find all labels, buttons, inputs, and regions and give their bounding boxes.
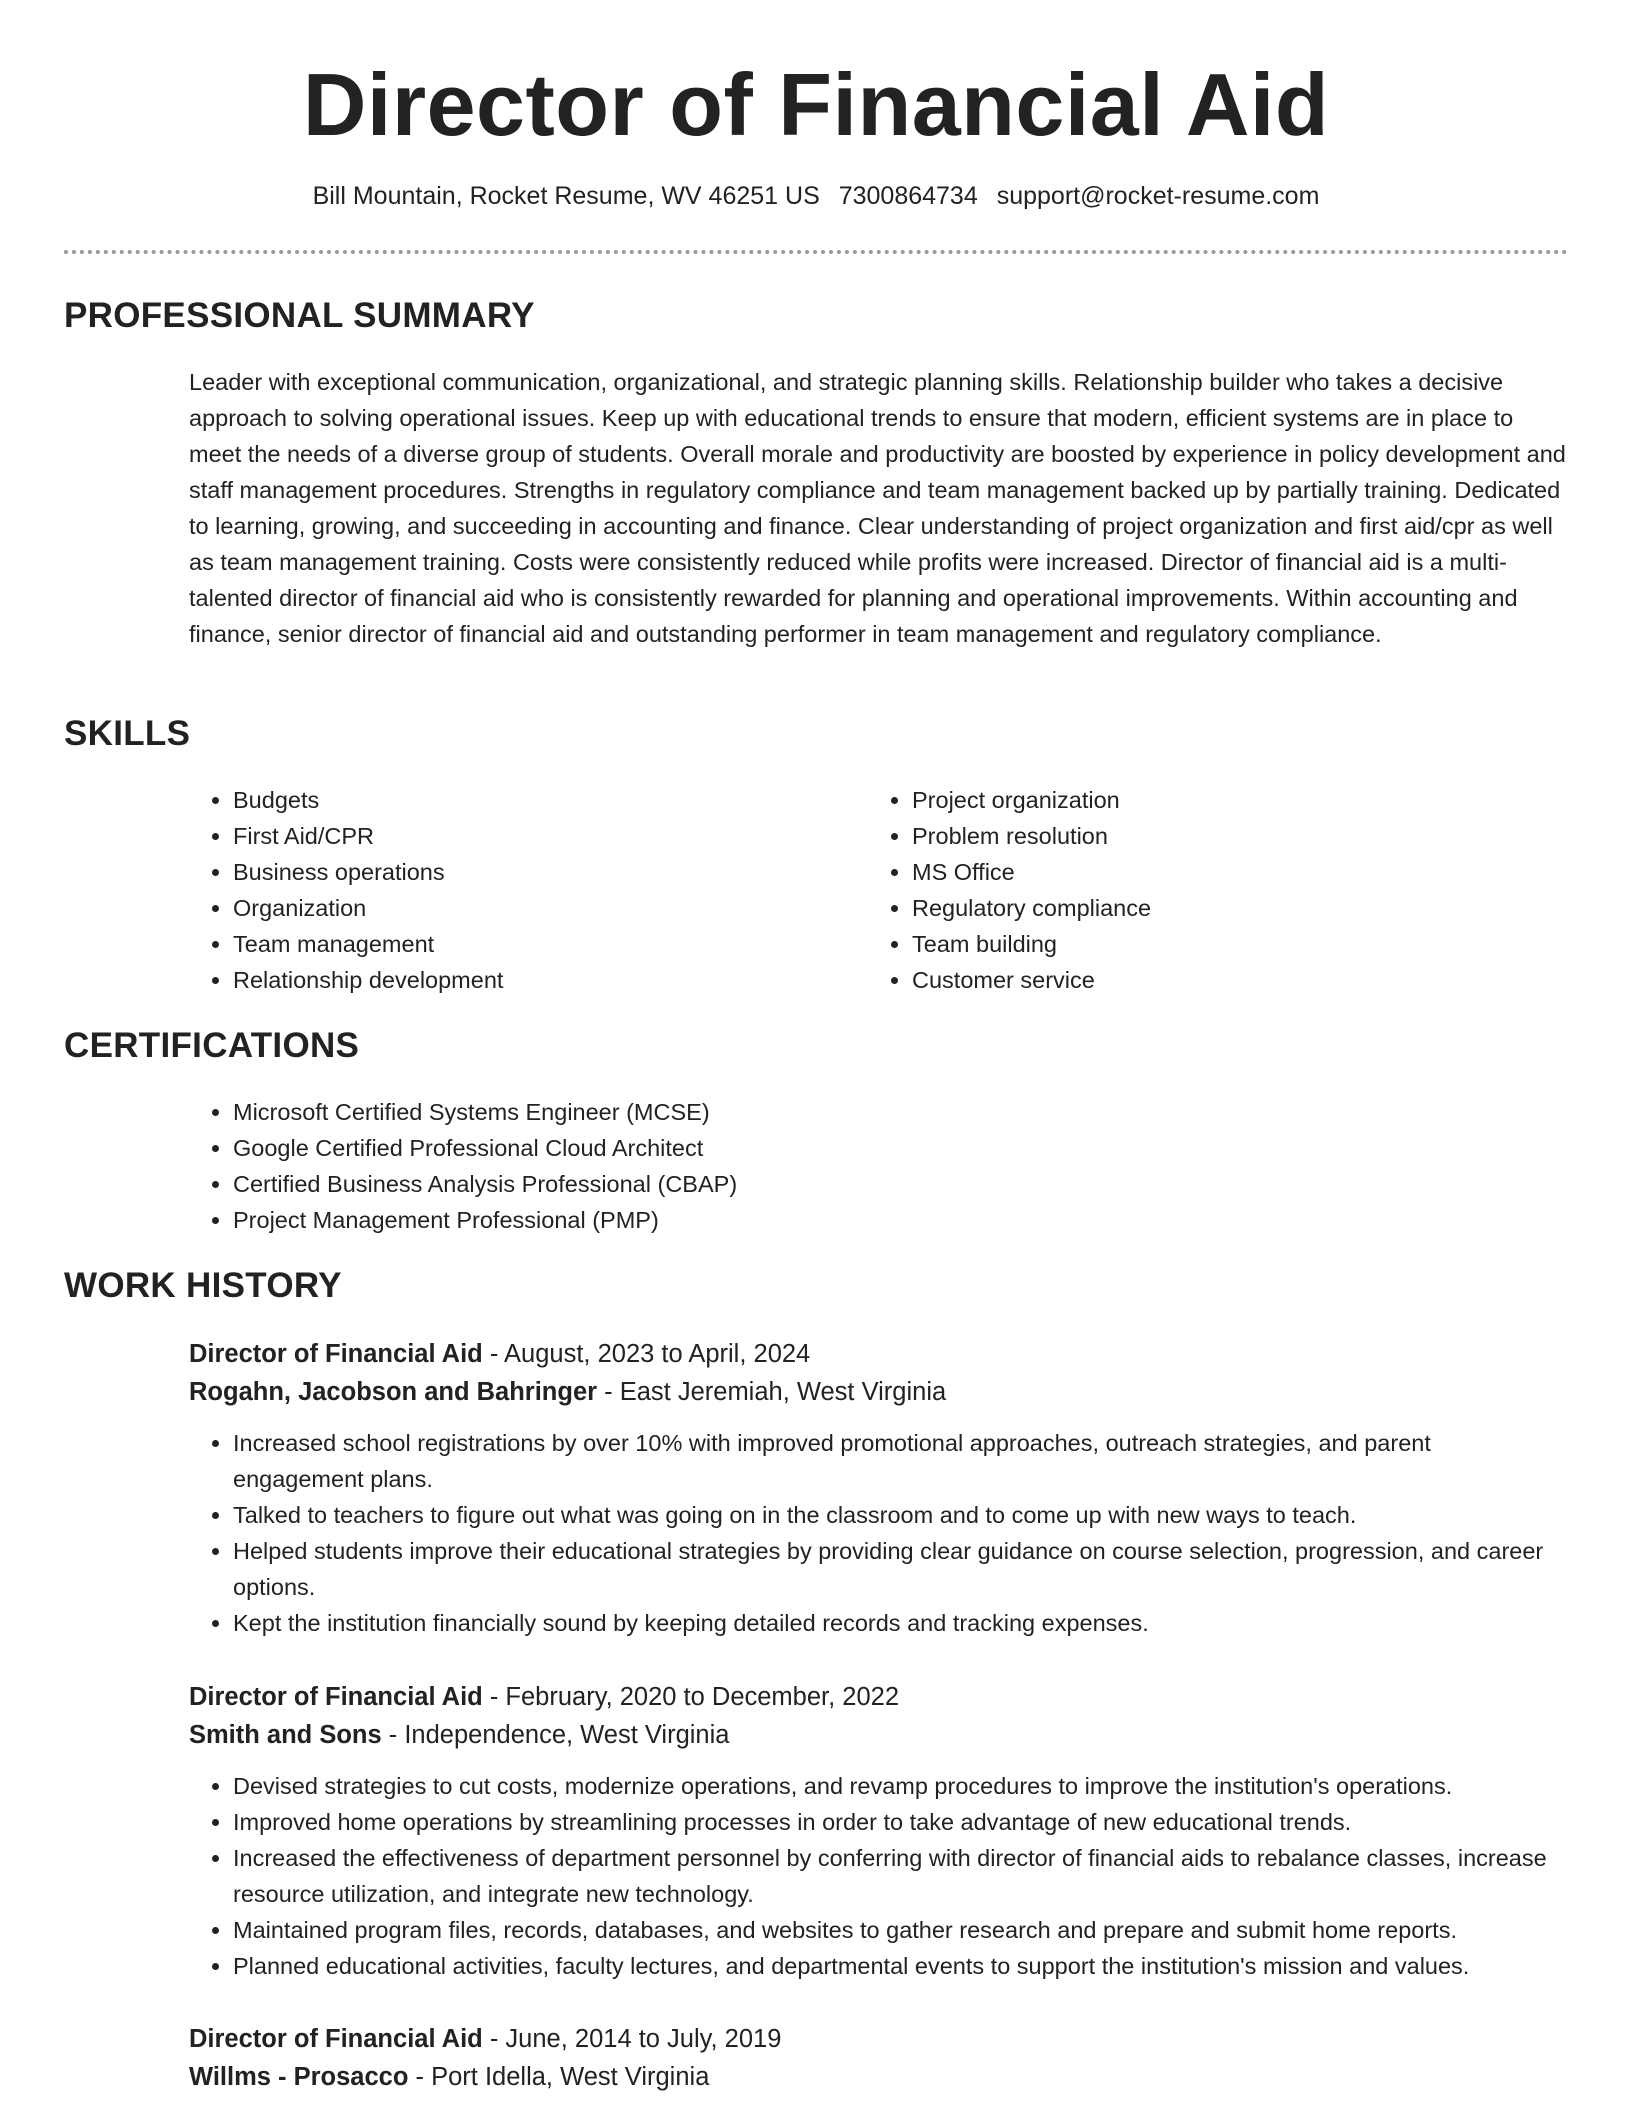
job-entry — [189, 1678, 1568, 1984]
list-item: • Devised strategies to cut costs, modernize operations, and revamp procedures to improve the institution's operations. — [233, 1768, 1568, 1804]
list-item: • Maintained program files, records, databases, and websites to gather research and prepare and submit home reports. — [233, 1912, 1568, 1948]
list-item: • Google Certified Professional Cloud Architect — [233, 1130, 737, 1166]
job-location: - Independence, West Virginia — [381, 1721, 730, 1749]
list-item: • First Aid/CPR — [233, 818, 503, 854]
list-item: • Problem resolution — [912, 818, 1151, 854]
job-bullets — [189, 1768, 1568, 1984]
job-entry — [189, 1335, 1568, 1641]
list-item: • Project organization — [912, 782, 1151, 818]
list-item: • Increased school registrations by over 10% with improved promotional approaches, outreach strategies, and parent engagement plans. — [233, 1425, 1568, 1497]
certifications-list — [189, 1094, 737, 1238]
header-divider — [64, 250, 1568, 254]
list-item: • Project Management Professional (PMP) — [233, 1202, 737, 1238]
summary-heading: PROFESSIONAL SUMMARY — [64, 296, 535, 335]
list-item: • Team management — [233, 926, 503, 962]
job-role: Director of Financial Aid — [189, 1683, 483, 1711]
list-item: • Microsoft Certified Systems Engineer (MCSE) — [233, 1094, 737, 1130]
list-item: • Business operations — [233, 854, 503, 890]
list-item: • Relationship development — [233, 962, 503, 998]
certifications-heading: CERTIFICATIONS — [64, 1026, 360, 1065]
job-bullets — [189, 1425, 1568, 1641]
job-company: Willms - Prosacco — [189, 2063, 409, 2091]
job-location: - Port Idella, West Virginia — [408, 2063, 710, 2091]
resume-title: Director of Financial Aid — [302, 55, 1330, 154]
skills-list-right — [868, 782, 1151, 998]
job-company: Smith and Sons — [189, 1721, 382, 1749]
job-entry — [189, 2020, 1568, 2096]
list-item: • Customer service — [912, 962, 1151, 998]
contact-line — [0, 182, 1632, 211]
list-item: • Regulatory compliance — [912, 890, 1151, 926]
list-item: • MS Office — [912, 854, 1151, 890]
work-history-heading: WORK HISTORY — [64, 1266, 342, 1305]
job-company: Rogahn, Jacobson and Bahringer — [189, 1378, 598, 1406]
list-item: • Increased the effectiveness of department personnel by conferring with director of financial aids to rebalance classes, increase resource utilization, and integrate new technology. — [233, 1840, 1568, 1912]
contact-email[interactable]: support@rocket-resume.com — [996, 182, 1320, 210]
list-item: • Talked to teachers to figure out what was going on in the classroom and to come up with new ways to teach. — [233, 1497, 1568, 1533]
list-item: • Kept the institution financially sound by keeping detailed records and tracking expenses. — [233, 1605, 1568, 1641]
job-role: Director of Financial Aid — [189, 1340, 483, 1368]
list-item: • Helped students improve their educational strategies by providing clear guidance on course selection, progression, and career options. — [233, 1533, 1568, 1605]
list-item: • Organization — [233, 890, 503, 926]
job-role: Director of Financial Aid — [189, 2025, 483, 2053]
job-title-line — [189, 1335, 1568, 1373]
job-dates: - June, 2014 to July, 2019 — [482, 2025, 782, 2053]
job-dates: - August, 2023 to April, 2024 — [482, 1340, 811, 1368]
job-title-line — [189, 1678, 1568, 1716]
list-item: • Team building — [912, 926, 1151, 962]
skills-heading: SKILLS — [64, 714, 191, 753]
summary-text: Leader with exceptional communication, organizational, and strategic planning skills. Relationship builder who takes a decisive approach to solving operational issues. Keep up with educational trends to ensure that modern, efficient systems are in place to meet the needs of a diverse group of students. Overall morale and productivity are boosted by experience in policy development and staff management procedures. Strengths in regulatory compliance and team management backed up by partially training. Dedicated to learning, growing, and succeeding in accounting and finance. Clear understanding of project organization and first aid/cpr as well as team management training. Costs were consistently reduced while profits were increased. Director of financial aid is a multi-talented director of financial aid who is consistently rewarded for planning and operational improvements. Within accounting and finance, senior director of financial aid and outstanding performer in team management and regulatory compliance. — [189, 369, 1566, 647]
job-dates: - February, 2020 to December, 2022 — [482, 1683, 900, 1711]
list-item: • Budgets — [233, 782, 503, 818]
contact-address: Bill Mountain, Rocket Resume, WV 46251 US — [312, 182, 820, 210]
job-location: - East Jeremiah, West Virginia — [597, 1378, 947, 1406]
job-company-line — [189, 2058, 1568, 2096]
list-item: • Improved home operations by streamlining processes in order to take advantage of new educational trends. — [233, 1804, 1568, 1840]
list-item: • Certified Business Analysis Professional (CBAP) — [233, 1166, 737, 1202]
job-company-line — [189, 1373, 1568, 1411]
job-company-line — [189, 1716, 1568, 1754]
job-title-line — [189, 2020, 1568, 2058]
skills-list-left — [189, 782, 503, 998]
list-item: • Planned educational activities, faculty lectures, and departmental events to support the institution's mission and values. — [233, 1948, 1568, 1984]
contact-phone: 7300864734 — [838, 182, 978, 210]
